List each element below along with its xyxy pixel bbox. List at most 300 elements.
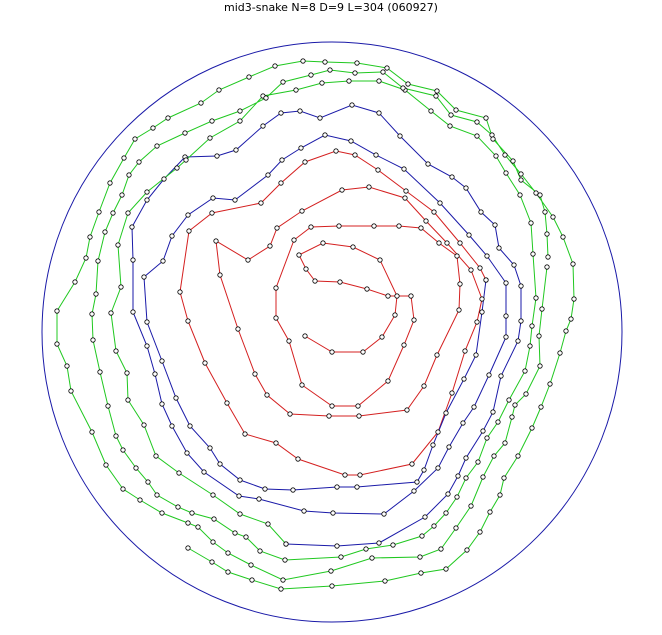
node-marker xyxy=(355,61,359,65)
node-marker xyxy=(104,463,108,467)
node-marker xyxy=(329,569,333,573)
node-marker xyxy=(479,210,483,214)
node-marker xyxy=(280,158,284,162)
node-marker xyxy=(264,96,268,100)
node-marker xyxy=(463,349,467,353)
node-marker xyxy=(448,124,452,128)
node-marker xyxy=(350,103,354,107)
node-marker xyxy=(186,521,190,525)
node-marker xyxy=(431,443,435,447)
node-marker xyxy=(402,343,406,347)
node-marker xyxy=(498,493,502,497)
node-marker xyxy=(432,210,436,214)
node-marker xyxy=(404,189,408,193)
node-marker xyxy=(571,262,575,266)
node-marker xyxy=(353,153,357,157)
node-marker xyxy=(226,570,230,574)
node-marker xyxy=(244,535,248,539)
node-marker xyxy=(434,94,438,98)
node-marker xyxy=(530,426,534,430)
node-marker xyxy=(186,213,190,217)
node-marker xyxy=(253,372,257,376)
node-marker xyxy=(142,275,146,279)
node-marker xyxy=(469,504,473,508)
node-marker xyxy=(190,511,194,515)
node-marker xyxy=(395,294,399,298)
node-marker xyxy=(94,292,98,296)
node-marker xyxy=(435,89,439,93)
node-marker xyxy=(458,282,462,286)
node-marker xyxy=(145,344,149,348)
node-marker xyxy=(119,285,123,289)
node-marker xyxy=(494,154,498,158)
node-marker xyxy=(467,233,471,237)
node-marker xyxy=(512,263,516,267)
node-marker xyxy=(199,101,203,105)
node-marker xyxy=(461,421,465,425)
node-marker xyxy=(545,265,549,269)
node-marker xyxy=(55,342,59,346)
node-marker xyxy=(449,113,453,117)
node-marker xyxy=(121,487,125,491)
node-marker xyxy=(183,131,187,135)
node-marker xyxy=(401,86,405,90)
outer-path-3 xyxy=(57,61,548,580)
node-marker xyxy=(126,398,130,402)
figure-title: mid3-snake N=8 D=9 L=304 (060927) xyxy=(224,1,438,14)
node-marker xyxy=(524,392,528,396)
node-marker xyxy=(153,372,157,376)
node-marker xyxy=(246,258,250,262)
node-marker xyxy=(111,211,115,215)
node-marker xyxy=(330,350,334,354)
node-marker xyxy=(561,235,565,239)
node-marker xyxy=(127,173,131,177)
node-marker xyxy=(519,178,523,182)
node-marker xyxy=(138,498,142,502)
node-marker xyxy=(450,391,454,395)
node-marker xyxy=(154,454,158,458)
node-marker xyxy=(238,512,242,516)
node-marker xyxy=(488,510,492,514)
node-marker xyxy=(480,297,484,301)
node-marker xyxy=(504,314,508,318)
node-marker xyxy=(279,587,283,591)
node-marker xyxy=(301,59,305,63)
node-marker xyxy=(185,451,189,455)
node-marker xyxy=(420,534,424,538)
node-marker xyxy=(236,327,240,331)
node-marker xyxy=(298,109,302,113)
node-marker xyxy=(145,320,149,324)
node-marker xyxy=(376,168,380,172)
node-marker xyxy=(432,524,436,528)
node-marker xyxy=(283,558,287,562)
node-marker xyxy=(476,460,480,464)
node-marker xyxy=(503,441,507,445)
node-marker xyxy=(296,457,300,461)
node-marker xyxy=(397,224,401,228)
node-marker xyxy=(170,234,174,238)
node-marker xyxy=(90,430,94,434)
node-marker xyxy=(210,560,214,564)
node-marker xyxy=(145,198,149,202)
node-marker xyxy=(257,497,261,501)
node-marker xyxy=(263,487,267,491)
node-marker xyxy=(519,319,523,323)
node-marker xyxy=(504,281,508,285)
node-marker xyxy=(418,555,422,559)
node-marker xyxy=(175,166,179,170)
node-marker xyxy=(572,297,576,301)
node-marker xyxy=(233,531,237,535)
node-marker xyxy=(214,239,218,243)
node-marker xyxy=(266,173,270,177)
node-marker xyxy=(300,383,304,387)
node-marker xyxy=(343,473,347,477)
node-marker xyxy=(176,505,180,509)
node-marker xyxy=(133,137,137,141)
node-marker xyxy=(436,430,440,434)
node-marker xyxy=(357,414,361,418)
node-marker xyxy=(259,201,263,205)
node-marker xyxy=(474,353,478,357)
node-marker xyxy=(203,361,207,365)
node-marker xyxy=(131,310,135,314)
node-marker xyxy=(444,511,448,515)
node-marker xyxy=(174,396,178,400)
node-marker xyxy=(266,522,270,526)
node-marker xyxy=(475,320,479,324)
node-marker xyxy=(187,229,191,233)
node-marker xyxy=(475,120,479,124)
node-marker xyxy=(423,515,427,519)
node-marker xyxy=(398,134,402,138)
node-marker xyxy=(330,584,334,588)
node-marker xyxy=(422,384,426,388)
node-marker xyxy=(268,244,272,248)
node-marker xyxy=(426,162,430,166)
node-marker xyxy=(478,266,482,270)
node-marker xyxy=(297,253,301,257)
node-marker xyxy=(455,254,459,258)
node-marker xyxy=(304,267,308,271)
node-marker xyxy=(402,167,406,171)
node-marker xyxy=(370,556,374,560)
node-marker xyxy=(528,344,532,348)
node-marker xyxy=(274,316,278,320)
node-marker xyxy=(445,241,449,245)
node-marker xyxy=(447,445,451,449)
node-marker xyxy=(519,284,523,288)
node-marker xyxy=(237,494,241,498)
node-marker xyxy=(403,196,407,200)
node-marker xyxy=(510,415,514,419)
node-marker xyxy=(330,404,334,408)
node-marker xyxy=(309,73,313,77)
node-marker xyxy=(531,252,535,256)
node-marker xyxy=(464,476,468,480)
node-marker xyxy=(196,525,200,529)
node-marker xyxy=(217,88,221,92)
node-marker xyxy=(450,175,454,179)
node-marker xyxy=(160,402,164,406)
node-marker xyxy=(478,530,482,534)
node-marker xyxy=(540,307,544,311)
node-marker xyxy=(564,329,568,333)
node-marker xyxy=(503,153,507,157)
node-marker xyxy=(465,548,469,552)
node-marker xyxy=(91,338,95,342)
node-marker xyxy=(502,476,506,480)
node-marker xyxy=(275,226,279,230)
node-marker xyxy=(210,119,214,123)
node-marker xyxy=(364,547,368,551)
node-marker xyxy=(444,567,448,571)
node-marker xyxy=(372,224,376,228)
node-marker xyxy=(548,382,552,386)
node-marker xyxy=(114,434,118,438)
node-marker xyxy=(226,551,230,555)
node-marker xyxy=(437,241,441,245)
node-marker xyxy=(409,294,413,298)
node-marker xyxy=(323,60,327,64)
node-marker xyxy=(211,493,215,497)
node-marker xyxy=(338,280,342,284)
node-marker xyxy=(212,517,216,521)
node-marker xyxy=(419,571,423,575)
node-marker xyxy=(335,485,339,489)
node-marker xyxy=(530,324,534,328)
node-marker xyxy=(320,81,324,85)
node-marker xyxy=(331,511,335,515)
node-marker xyxy=(328,68,332,72)
node-marker xyxy=(385,66,389,70)
node-marker xyxy=(261,124,265,128)
node-marker xyxy=(383,579,387,583)
node-marker xyxy=(424,219,428,223)
node-marker xyxy=(377,79,381,83)
node-marker xyxy=(84,256,88,260)
node-marker xyxy=(439,547,443,551)
node-marker xyxy=(499,374,503,378)
node-marker xyxy=(131,258,135,262)
node-marker xyxy=(356,404,360,408)
node-marker xyxy=(487,373,491,377)
node-marker xyxy=(313,279,317,283)
node-marker xyxy=(208,136,212,140)
node-marker xyxy=(353,71,357,75)
node-marker xyxy=(134,466,138,470)
node-marker xyxy=(377,111,381,115)
node-marker xyxy=(454,108,458,112)
node-marker xyxy=(569,317,573,321)
node-marker xyxy=(234,148,238,152)
node-marker xyxy=(381,70,385,74)
node-marker xyxy=(457,308,461,312)
node-marker xyxy=(88,235,92,239)
node-marker xyxy=(454,526,458,530)
node-marker xyxy=(538,193,542,197)
node-marker xyxy=(218,462,222,466)
node-marker xyxy=(96,259,100,263)
node-marker xyxy=(170,424,174,428)
node-marker xyxy=(160,511,164,515)
node-marker xyxy=(249,563,253,567)
node-marker xyxy=(122,156,126,160)
node-marker xyxy=(406,82,410,86)
node-marker xyxy=(545,232,549,236)
node-marker xyxy=(146,480,150,484)
node-marker xyxy=(481,475,485,479)
node-marker xyxy=(178,290,182,294)
node-marker xyxy=(288,412,292,416)
node-marker xyxy=(73,280,77,284)
node-marker xyxy=(202,470,206,474)
node-marker xyxy=(273,64,277,68)
node-marker xyxy=(349,139,353,143)
node-marker xyxy=(518,193,522,197)
node-marker xyxy=(497,246,501,250)
node-marker xyxy=(491,137,495,141)
node-marker xyxy=(523,369,527,373)
node-marker xyxy=(422,468,426,472)
node-marker xyxy=(516,454,520,458)
node-marker xyxy=(155,144,159,148)
node-marker xyxy=(382,512,386,516)
node-marker xyxy=(177,471,181,475)
node-marker xyxy=(215,154,219,158)
node-marker xyxy=(126,211,130,215)
node-marker xyxy=(142,423,146,427)
node-marker xyxy=(211,196,215,200)
node-marker xyxy=(65,364,69,368)
node-marker xyxy=(386,294,390,298)
node-marker xyxy=(539,405,543,409)
node-marker xyxy=(558,351,562,355)
node-marker xyxy=(151,126,155,130)
node-marker xyxy=(225,401,229,405)
node-marker xyxy=(405,408,409,412)
node-marker xyxy=(218,273,222,277)
node-marker xyxy=(458,241,462,245)
node-marker xyxy=(419,226,423,230)
node-marker xyxy=(279,111,283,115)
node-marker xyxy=(137,160,141,164)
node-marker xyxy=(186,546,190,550)
node-marker xyxy=(538,364,542,368)
node-marker xyxy=(464,186,468,190)
node-marker xyxy=(469,268,473,272)
node-marker xyxy=(351,245,355,249)
node-marker xyxy=(69,389,73,393)
node-marker xyxy=(380,335,384,339)
node-marker xyxy=(281,578,285,582)
node-marker xyxy=(334,149,338,153)
node-marker xyxy=(274,441,278,445)
node-marker xyxy=(145,190,149,194)
node-marker xyxy=(347,79,351,83)
node-marker xyxy=(516,339,520,343)
node-marker xyxy=(116,243,120,247)
node-marker xyxy=(265,393,269,397)
node-marker xyxy=(511,159,515,163)
node-marker xyxy=(429,109,433,113)
node-marker xyxy=(377,541,381,545)
node-marker xyxy=(361,350,365,354)
node-marker xyxy=(415,480,419,484)
node-marker xyxy=(436,466,440,470)
node-marker xyxy=(210,211,214,215)
node-marker xyxy=(162,177,166,181)
node-marker xyxy=(391,543,395,547)
node-marker xyxy=(309,225,313,229)
node-marker xyxy=(504,335,508,339)
node-marker xyxy=(480,310,484,314)
node-marker xyxy=(274,286,278,290)
node-marker xyxy=(160,359,164,363)
node-marker xyxy=(103,230,107,234)
node-marker xyxy=(238,478,242,482)
node-marker xyxy=(537,334,541,338)
node-marker xyxy=(481,429,485,433)
node-marker xyxy=(121,448,125,452)
node-marker xyxy=(90,312,94,316)
node-marker xyxy=(108,181,112,185)
node-marker xyxy=(238,109,242,113)
node-marker xyxy=(186,319,190,323)
node-marker xyxy=(238,119,242,123)
node-marker xyxy=(504,171,508,175)
node-marker xyxy=(327,414,331,418)
node-marker xyxy=(358,473,362,477)
node-marker xyxy=(339,555,343,559)
node-marker xyxy=(438,201,442,205)
node-marker xyxy=(161,259,165,263)
node-marker xyxy=(456,474,460,478)
node-marker xyxy=(208,446,212,450)
node-marker xyxy=(410,462,414,466)
node-marker xyxy=(337,224,341,228)
node-marker xyxy=(551,215,555,219)
node-marker xyxy=(323,133,327,137)
node-marker xyxy=(378,258,382,262)
node-marker xyxy=(546,255,550,259)
node-marker xyxy=(519,172,523,176)
node-marker xyxy=(365,287,369,291)
node-marker xyxy=(472,405,476,409)
node-marker xyxy=(106,404,110,408)
node-marker xyxy=(340,188,344,192)
node-marker xyxy=(393,313,397,317)
node-marker xyxy=(513,403,517,407)
node-marker xyxy=(493,223,497,227)
node-marker xyxy=(284,542,288,546)
node-marker xyxy=(125,371,129,375)
node-marker xyxy=(491,410,495,414)
node-marker xyxy=(485,254,489,258)
node-marker xyxy=(292,238,296,242)
node-marker xyxy=(300,209,304,213)
node-marker xyxy=(211,540,215,544)
node-marker xyxy=(299,146,303,150)
node-marker xyxy=(355,485,359,489)
node-marker xyxy=(130,225,134,229)
node-marker xyxy=(475,134,479,138)
node-marker xyxy=(367,185,371,189)
node-marker xyxy=(303,160,307,164)
node-marker xyxy=(302,509,306,513)
